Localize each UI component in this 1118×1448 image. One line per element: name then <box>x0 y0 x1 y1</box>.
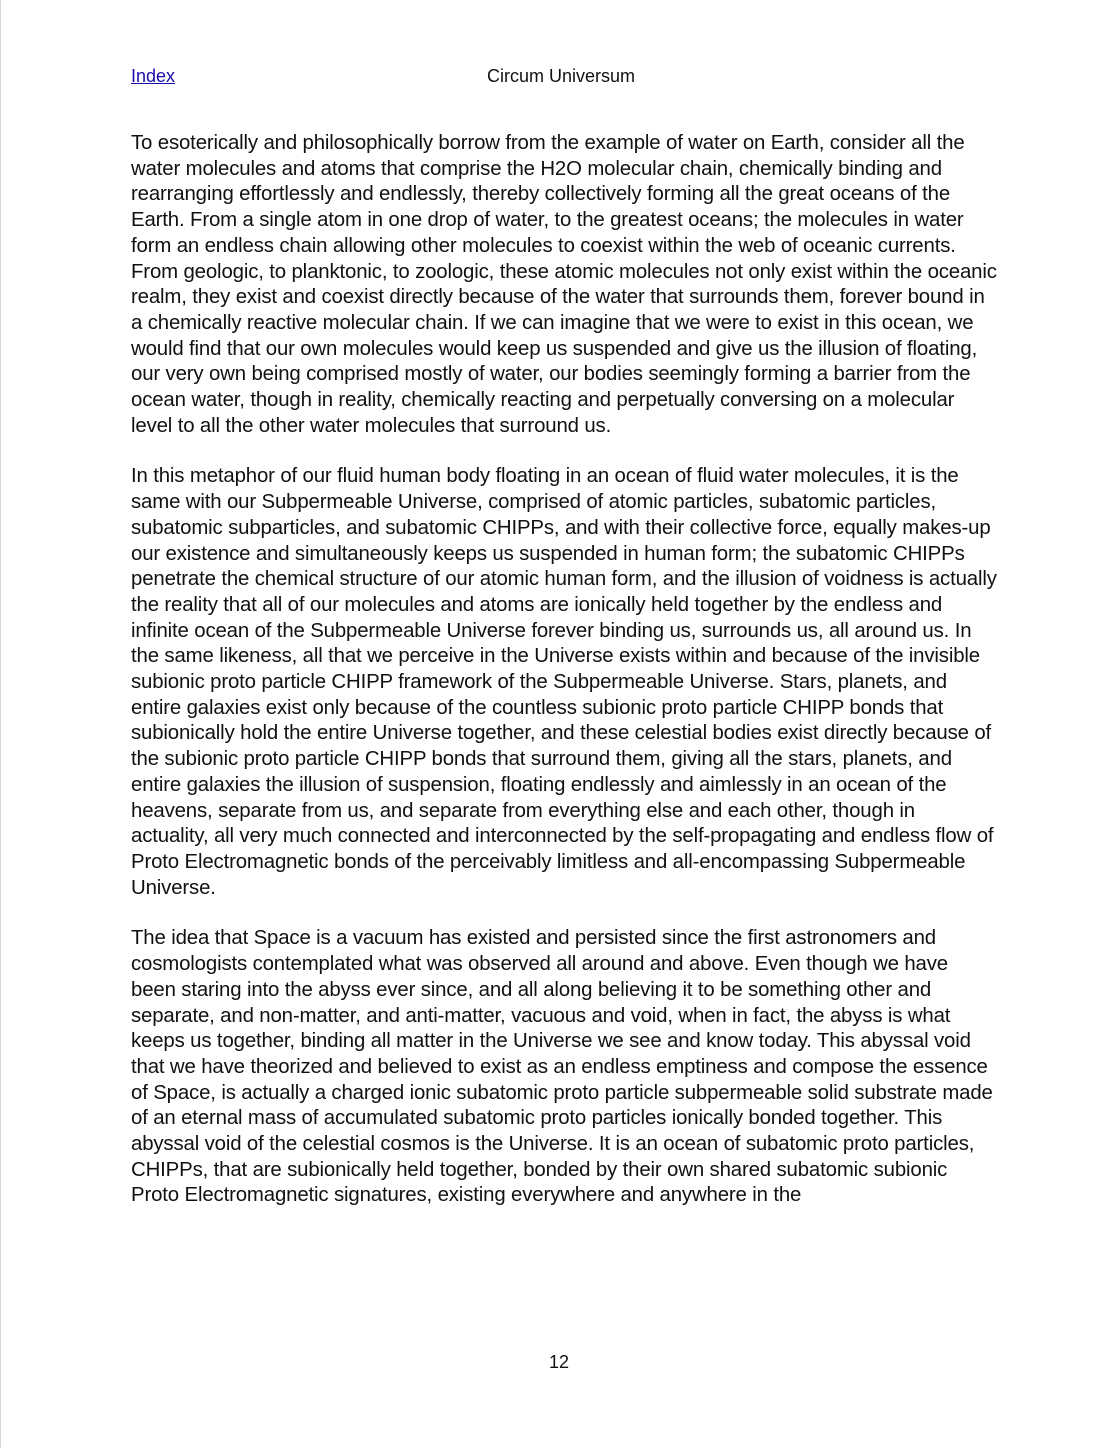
paragraph-subpermeable-universe: In this metaphor of our fluid human body floating in an ocean of fluid water molecules, it is the same with our Subpermeable Universe, comprised of atomic particles, subatomic particles, subatomic subparticles, and subatomic CHIPPs, and with their collective force, equally makes-up our existence and simultaneously keeps us suspended in human form; the subatomic CHIPPs penetrate the chemical structure of our atomic human form, and the illusion of voidness is actually the reality that all of our molecules and atoms are ionically held together by the endless and infinite ocean of the Subpermeable Universe forever binding us, surrounds us, all around us. In the same likeness, all that we perceive in the Universe exists within and because of the invisible subionic proto particle CHIPP framework of the Subpermeable Universe. Stars, planets, and entire galaxies exist only because of the countless subionic proto particle CHIPP bonds that subionically hold the entire Universe together, and these celestial bodies exist directly because of the subionic proto particle CHIPP bonds that surround them, giving all the stars, planets, and entire galaxies the illusion of suspension, floating endlessly and aimlessly in an ocean of the heavens, separate from us, and separate from everything else and each other, though in actuality, all very much connected and interconnected by the self-propagating and endless flow of Proto Electromagnetic bonds of the perceivably limitless and all-encompassing Subpermeable Universe. <box>131 465 997 899</box>
body-text <box>131 131 997 1234</box>
page-number: 12 <box>548 1352 570 1372</box>
page-header <box>131 64 991 88</box>
document-title: Circum Universum <box>486 66 636 86</box>
index-link[interactable]: Index <box>131 66 176 86</box>
page-edge <box>0 0 1 1448</box>
paragraph-space-vacuum: The idea that Space is a vacuum has existed and persisted since the first astronomers and cosmologists contemplated what was observed all around and above. Even though we have been staring into the abyss ever since, and all along believing it to be something other and separate, and non-matter, and anti-matter, vacuous and void, when in fact, the abyss is what keeps us together, binding all matter in the Universe we see and know today. This abyssal void that we have theorized and believed to exist as an endless emptiness and compose the essence of Space, is actually a charged ionic subatomic proto particle subpermeable solid substrate made of an eternal mass of accumulated subatomic proto particles ionically bonded together. This abyssal void of the celestial cosmos is the Universe. It is an ocean of subatomic proto particles, CHIPPs, that are subionically held together, bonded by their own shared subatomic subionic Proto Electromagnetic signatures, existing everywhere and anywhere in the <box>131 927 993 1207</box>
paragraph-water-metaphor: To esoterically and philosophically borrow from the example of water on Earth, consider all the water molecules and atoms that comprise the H2O molecular chain, chemically binding and rearranging effortlessly and endlessly, thereby collectively forming all the great oceans of the Earth. From a single atom in one drop of water, to the greatest oceans; the molecules in water form an endless chain allowing other molecules to coexist within the web of oceanic currents. From geologic, to planktonic, to zoologic, these atomic molecules not only exist within the oceanic realm, they exist and coexist directly because of the water that surrounds them, forever bound in a chemically reactive molecular chain. If we can imagine that we were to exist in this ocean, we would find that our own molecules would keep us suspended and give us the illusion of floating, our very own being comprised mostly of water, our bodies seemingly forming a barrier from the ocean water, though in reality, chemically reacting and perpetually conversing on a molecular level to all the other water molecules that surround us. <box>131 132 997 437</box>
